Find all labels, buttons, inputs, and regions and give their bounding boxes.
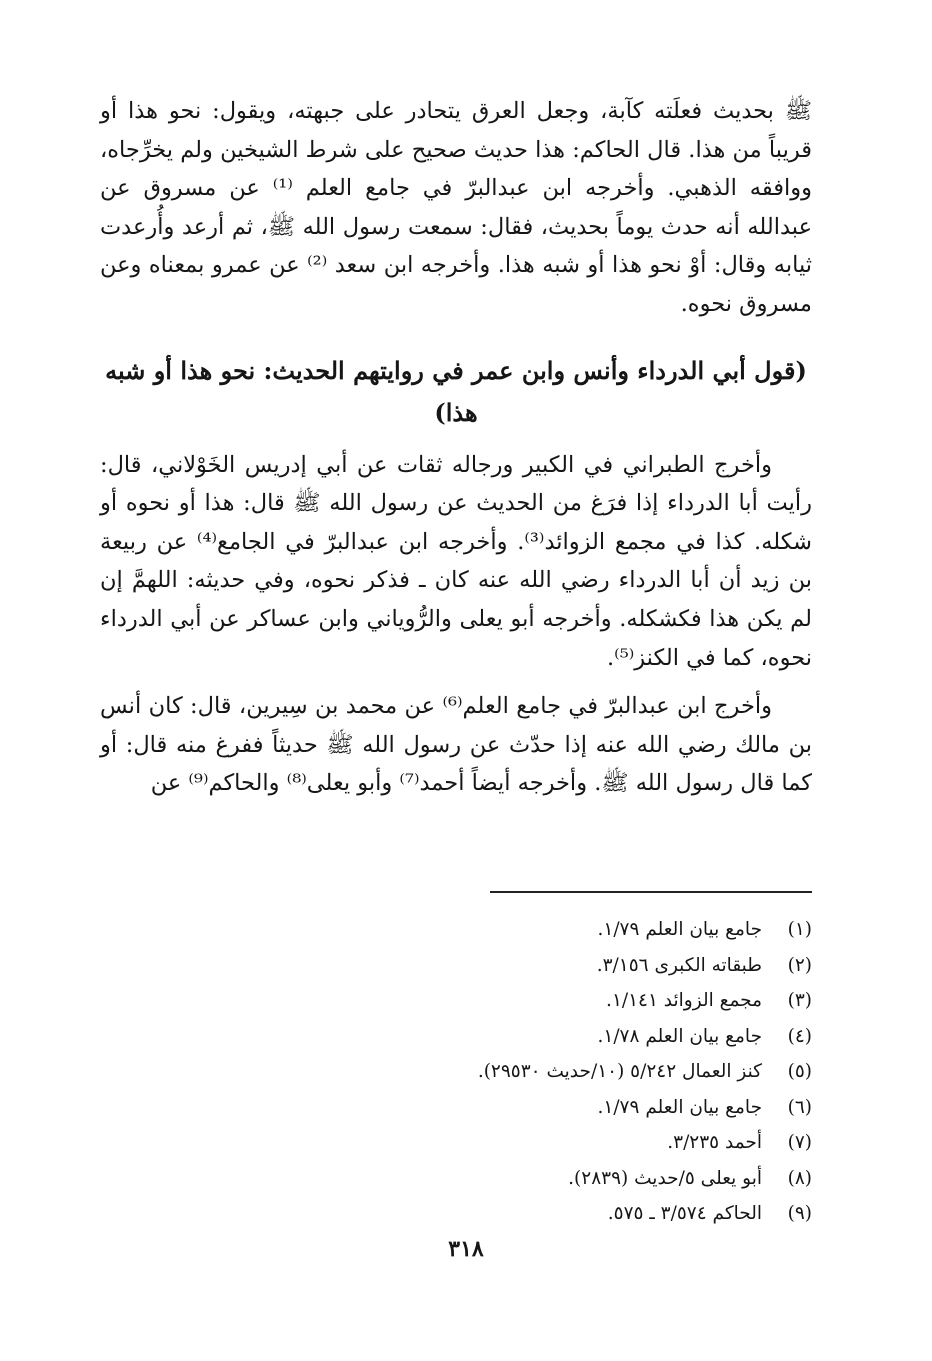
footnote-item [252, 1196, 812, 1232]
footnote-item [252, 1090, 812, 1126]
footnote-item [252, 1054, 812, 1090]
footnote-text: كنز العمال ٥/٢٤٢ (١٠/حديث ٢٩٥٣٠). [477, 1061, 762, 1082]
footnote-text: جامع بيان العلم ١/٧٩. [597, 1096, 762, 1118]
paragraph-1: ﷺ بحديث فعلَته كآبة، وجعل العرق يتحادر على جبهته، ويقول: نحو هذا أو قريباً من هذا. قال الحاكم: هذا حديث صحيح على شرط الشيخين ولم يخرِّجاه، ووافقه الذهبي. وأخرجه ابن عبدالبرّ في جامع العلم ⁽¹⁾ عن مسروق عن عبدالله أنه حدث يوماً بحديث، فقال: سمعت رسول الله ﷺ، ثم أرعد وأُرعدت ثيابه وقال: أوْ نحو هذا أو شبه هذا. وأخرجه ابن سعد ⁽²⁾ عن عمرو بمعناه وعن مسروق نحوه. [100, 98, 812, 317]
footnote-divider [490, 891, 812, 893]
footnote-text: جامع بيان العلم ١/٧٨. [597, 1025, 762, 1047]
page-number: ٣١٨ [448, 1236, 484, 1262]
footnote-number: (٧) [787, 1132, 812, 1153]
footnote-item [252, 1125, 812, 1161]
footnote-text: أبو يعلى ٥/حديث (٢٨٣٩). [568, 1167, 762, 1189]
footnote-list [252, 912, 812, 1232]
paragraph-2: وأخرج الطبراني في الكبير ورجاله ثقات عن أبي إدريس الخَوْلاني، قال: رأيت أبا الدرداء إذا فرَغ من الحديث عن رسول الله ﷺ قال: هذا أو نحوه أو شكله. كذا في مجمع الزوائد⁽³⁾. وأخرجه ابن عبدالبرّ في الجامع⁽⁴⁾ عن ربيعة بن زيد أن أبا الدرداء رضي الله عنه كان ـ فذكر نحوه، وفي حديثه: اللهمَّ إن لم يكن هذا فكشكله. وأخرجه أبو يعلى والرُّوياني وابن عساكر عن أبي الدرداء نحوه، كما في الكنز⁽⁵⁾. [100, 451, 812, 671]
page-body [100, 92, 812, 803]
footnote-number: (٩) [787, 1203, 812, 1224]
footnote-item [252, 1019, 812, 1055]
footnote-number: (٥) [787, 1061, 812, 1082]
footnote-number: (٢) [787, 954, 812, 976]
footnote-text: جامع بيان العلم ١/٧٩. [597, 919, 762, 940]
footnote-item [252, 912, 812, 948]
footnote-number: (٤) [787, 1025, 812, 1047]
footnote-number: (٣) [787, 990, 812, 1011]
section-heading: (قول أبي الدرداء وأنس وابن عمر في روايتهم الحديث: نحو هذا أو شبه هذا) [105, 355, 807, 427]
footnote-item [252, 983, 812, 1019]
footnote-number: (١) [787, 919, 812, 940]
footnote-number: (٦) [787, 1096, 812, 1118]
footnote-item [252, 1161, 812, 1197]
footnote-text: مجمع الزوائد ١/١٤١. [606, 990, 762, 1011]
footnote-text: طبقاته الكبرى ٣/١٥٦. [596, 954, 762, 976]
footnote-text: أحمد ٣/٢٣٥. [667, 1132, 762, 1153]
footnote-text: الحاكم ٣/٥٧٤ ـ ٥٧٥. [607, 1203, 762, 1224]
paragraph-3: وأخرج ابن عبدالبرّ في جامع العلم⁽⁶⁾ عن محمد بن سِيرين، قال: كان أنس بن مالك رضي الله عنه إذا حدّث عن رسول الله ﷺ حديثاً ففرغ منه قال: أو كما قال رسول الله ﷺ. وأخرجه أيضاً أحمد⁽⁷⁾ وأبو يعلى⁽⁸⁾ والحاكم⁽⁹⁾ عن [100, 693, 812, 797]
footnote-item [252, 948, 812, 984]
footnote-number: (٨) [787, 1167, 812, 1189]
